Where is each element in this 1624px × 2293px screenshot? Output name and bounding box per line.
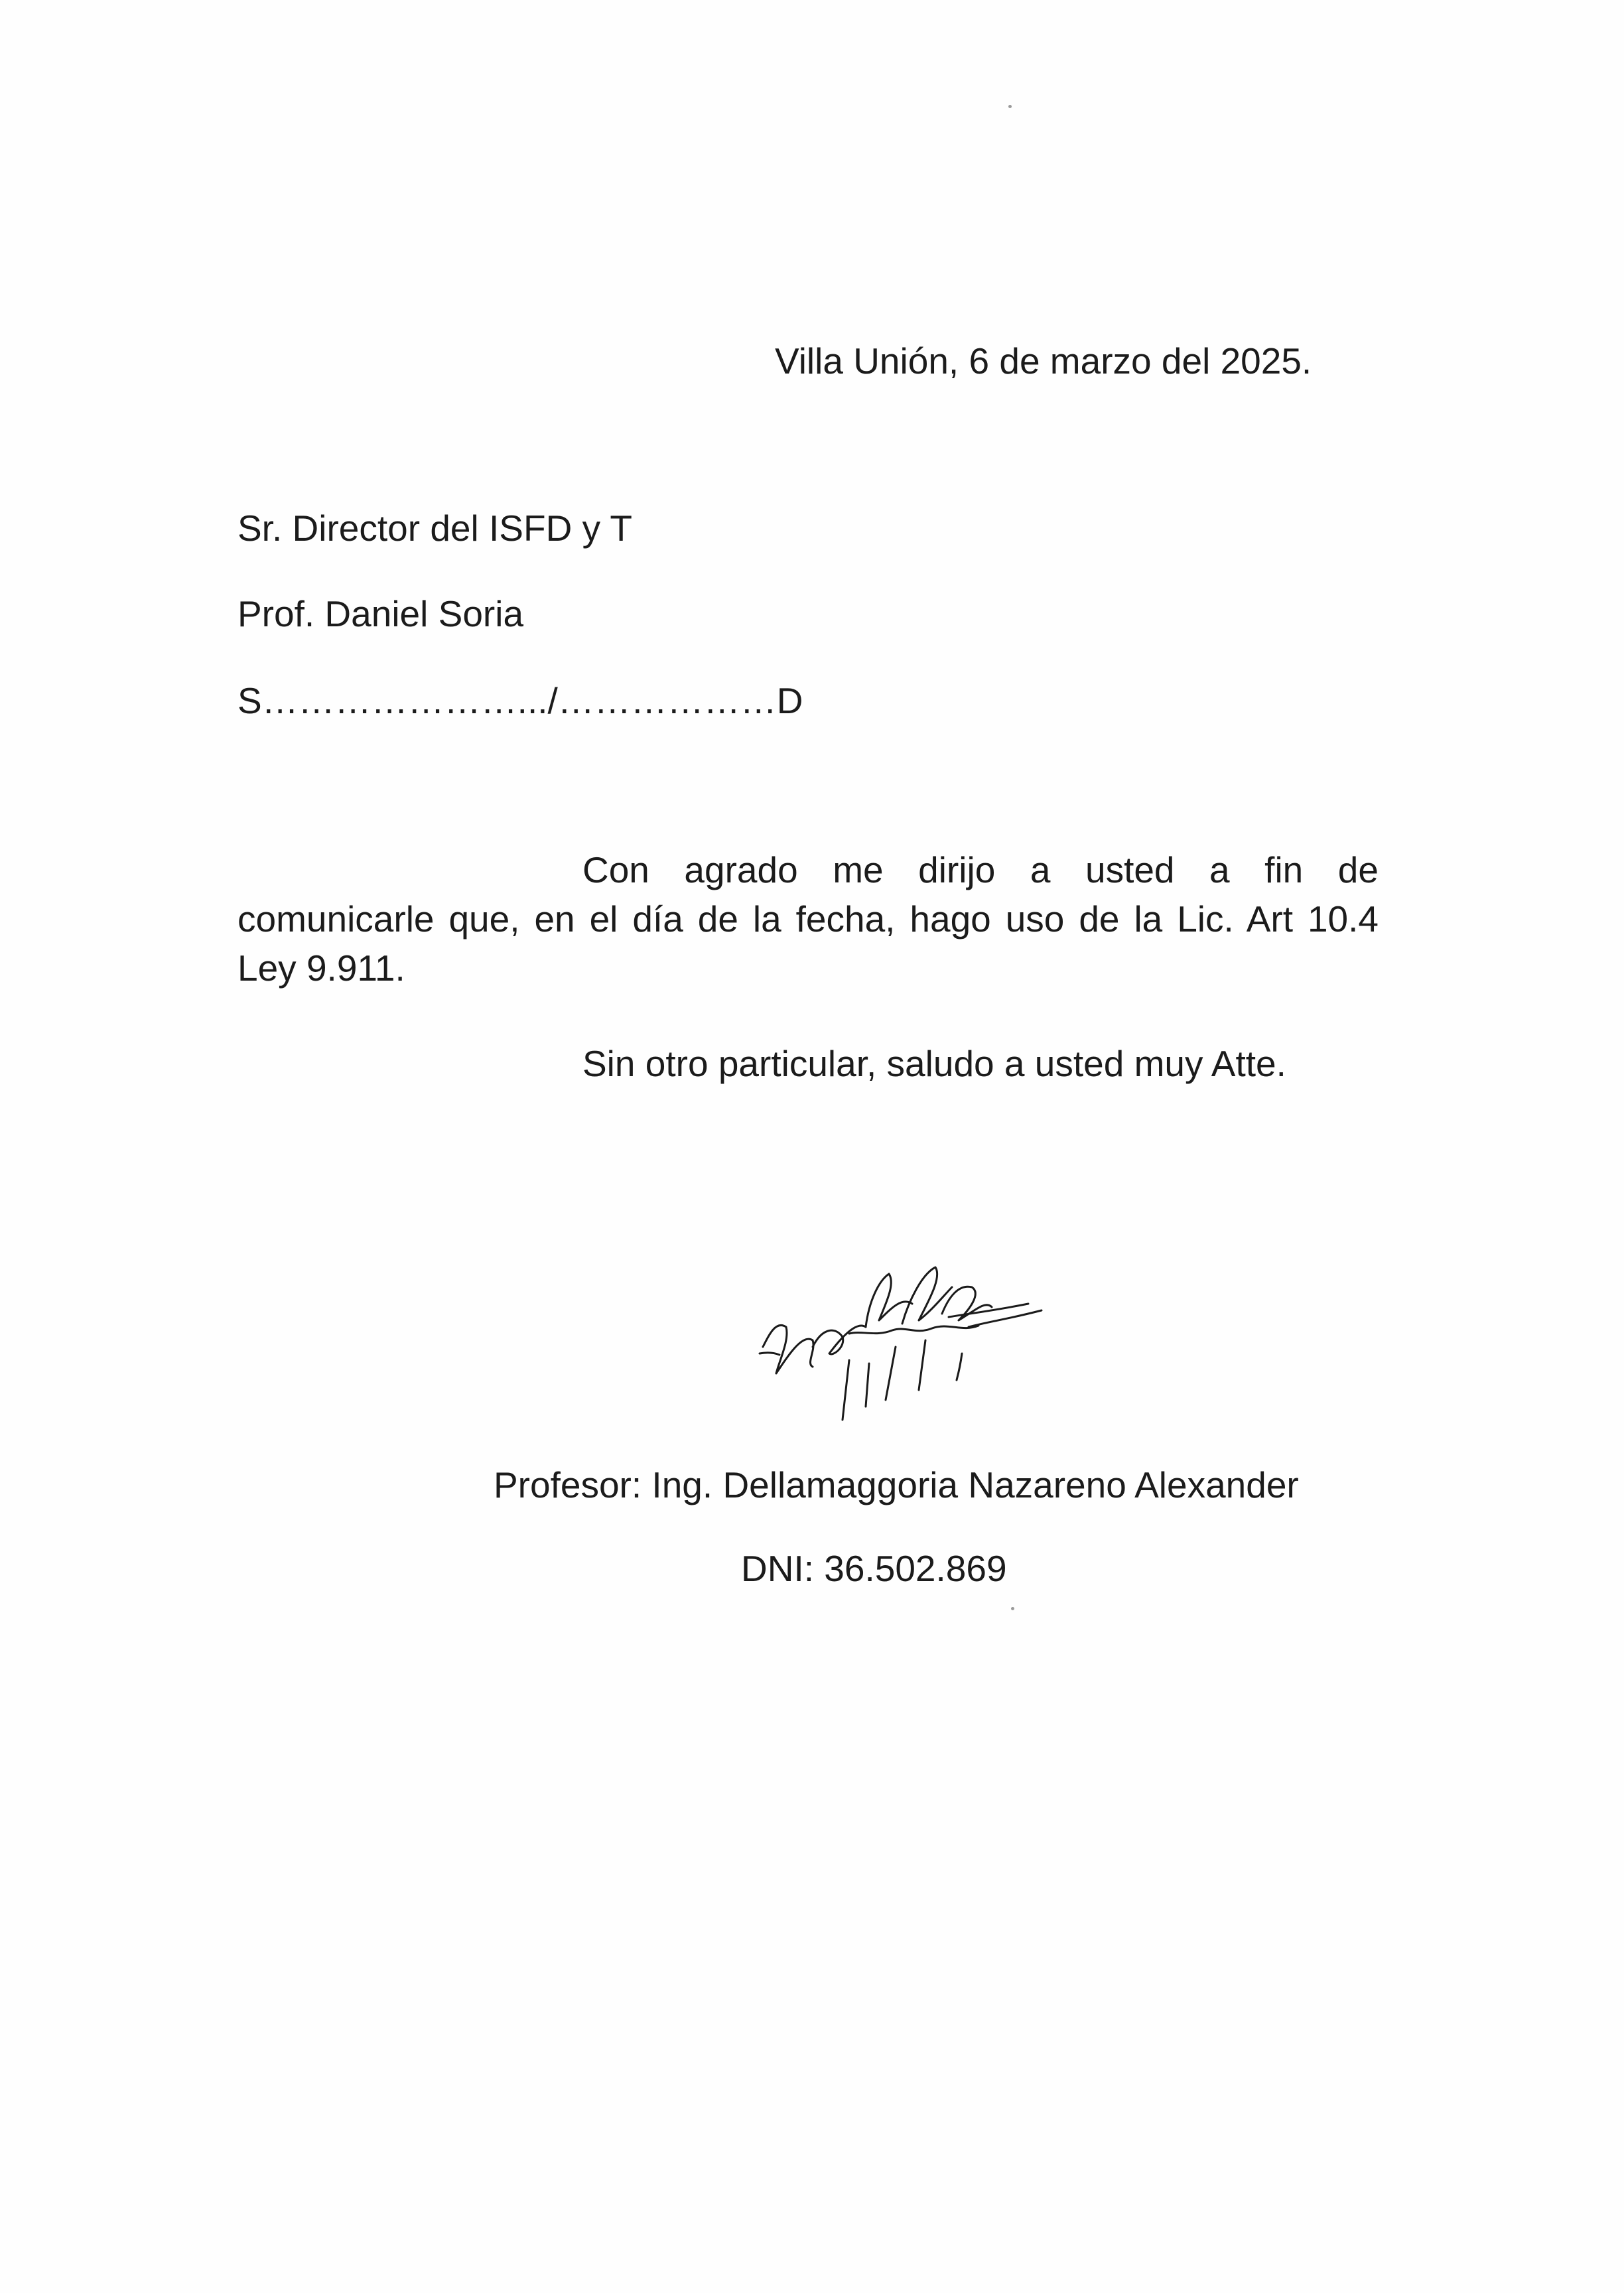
body-paragraph: Con agrado me dirijo a usted a fin de comunicarle que, en el día de la fecha, hago uso de la Lic. Art 10.4 Ley 9.911. (237, 849, 1379, 989)
place-date: Villa Unión, 6 de marzo del 2025. (775, 340, 1312, 382)
recipient-name: Prof. Daniel Soria (237, 593, 524, 634)
recipient-title: Sr. Director del ISFD y T (237, 508, 632, 549)
salutation-line: S………………….../………………D (237, 680, 803, 721)
closing-line: Sin otro particular, saludo a usted muy Atte. (582, 1043, 1286, 1084)
scan-speck (1011, 1607, 1014, 1610)
signer-id: DNI: 36.502.869 (741, 1548, 1007, 1589)
signer-name: Profesor: Ing. Dellamaggoria Nazareno Alexander (494, 1464, 1299, 1505)
scan-speck (1008, 105, 1012, 108)
signature-icon (750, 1247, 1055, 1440)
